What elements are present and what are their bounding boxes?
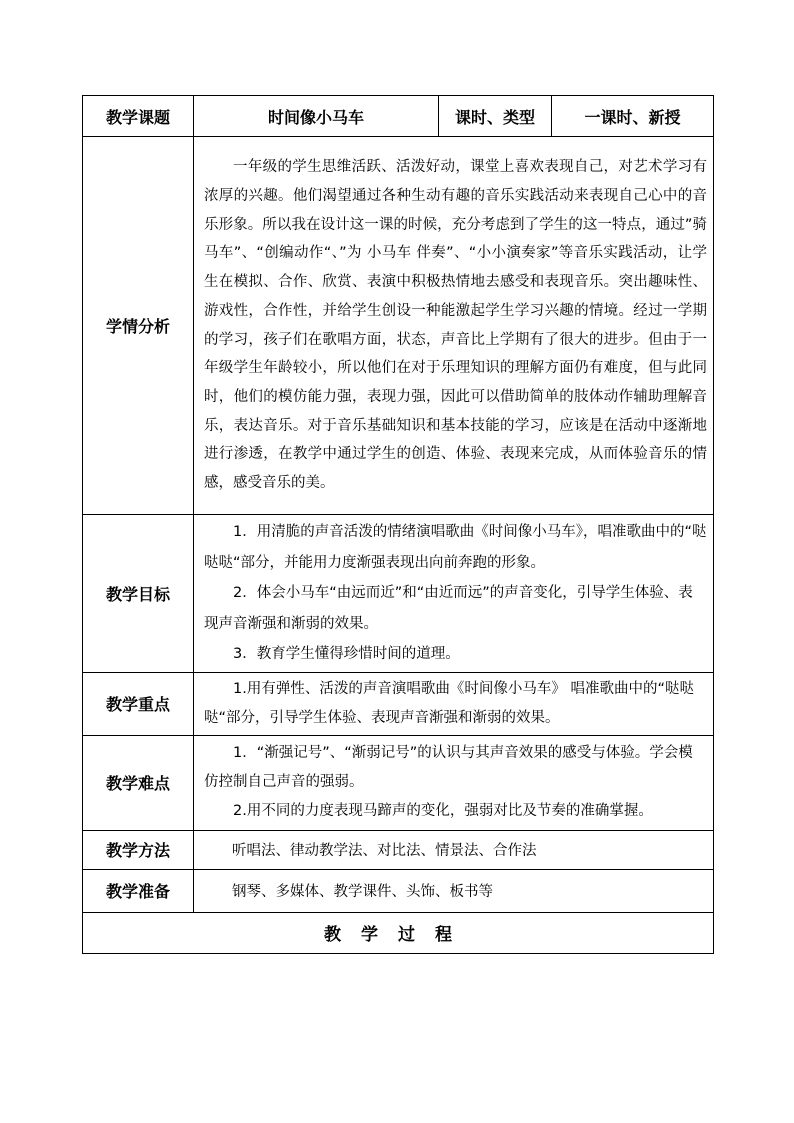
topic-label: 教学课题 xyxy=(83,96,194,137)
period-label: 课时、类型 xyxy=(439,96,552,137)
preparation-text: 钢琴、多媒体、教学课件、头饰、板书等 xyxy=(194,869,714,912)
process-row xyxy=(83,912,714,953)
topic-value: 时间像小马车 xyxy=(194,96,439,137)
difficulties-label: 教学难点 xyxy=(83,735,194,830)
difficulty-item-1: 1．“渐强记号”、“渐弱记号”的认识与其声音效果的感受与体验。学会模仿控制自己声音的强弱。 xyxy=(204,745,693,790)
lesson-plan-table xyxy=(82,95,714,954)
key-points-label: 教学重点 xyxy=(83,672,194,735)
goal-item-1: 1．用清脆的声音活泼的情绪演唱歌曲《时间像小马车》，唱准歌曲中的“哒哒哒“部分，并能用力度渐强表现出向前奔跑的形象。 xyxy=(204,524,707,571)
analysis-text: 一年级的学生思维活跃、活泼好动，课堂上喜欢表现自己，对艺术学习有浓厚的兴趣。他们渴望通过各种生动有趣的音乐实践活动来表现自己心中的音乐形象。所以我在设计这一课的时候，充分考虑到了学生的这一特点，通过”骑马车”、“创编动作“、”为 小马车 伴奏”、“小小演奏家”等音乐实践活动，让学生在模拟、合作、欣赏、表演中积极热情地去感受和表现音乐。突出趣味性、游戏性，合作性，并给学生创设一种能激起学生学习兴趣的情境。经过一学期的学习，孩子们在歌唱方面，状态，声音比上学期有了很大的进步。但由于一年级学生年龄较小，所以他们在对于乐理知识的理解方面仍有难度，但与此同时，他们的模仿能力强，表现力强，因此可以借助简单的肢体动作辅助理解音乐，表达音乐。对于音乐基础知识和基本技能的学习，应该是在活动中逐渐地进行渗透，在教学中通过学生的创造、体验、表现来完成，从而体验音乐的情感，感受音乐的美。 xyxy=(204,159,707,492)
key-points-row xyxy=(83,672,714,735)
goals-label: 教学目标 xyxy=(83,515,194,673)
key-points-text: 1.用有弹性、活泼的声音演唱歌曲《时间像小马车》 唱准歌曲中的“哒哒哒“部分，引导学生体验、表现声音渐强和渐弱的效果。 xyxy=(204,680,694,726)
goal-item-2: 2．体会小马车“由远而近”和“由近而远”的声音变化，引导学生体验、表现声音渐强和渐弱的效果。 xyxy=(204,585,693,632)
key-points-cell xyxy=(194,672,714,735)
preparation-label: 教学准备 xyxy=(83,869,194,912)
preparation-row xyxy=(83,869,714,912)
difficulties-cell xyxy=(194,735,714,830)
header-row xyxy=(83,96,714,137)
methods-label: 教学方法 xyxy=(83,830,194,869)
methods-text: 听唱法、律动教学法、对比法、情景法、合作法 xyxy=(194,830,714,869)
goal-item-3: 3．教育学生懂得珍惜时间的道理。 xyxy=(233,646,460,662)
analysis-row xyxy=(83,137,714,515)
period-value: 一课时、新授 xyxy=(552,96,714,137)
analysis-cell xyxy=(194,137,714,515)
difficulties-row xyxy=(83,735,714,830)
methods-row xyxy=(83,830,714,869)
process-heading: 教学过程 xyxy=(83,912,714,953)
analysis-label: 学情分析 xyxy=(83,137,194,515)
difficulty-item-2: 2.用不同的力度表现马蹄声的变化，强弱对比及节奏的准确掌握。 xyxy=(233,803,653,819)
goals-row xyxy=(83,515,714,673)
goals-cell xyxy=(194,515,714,673)
